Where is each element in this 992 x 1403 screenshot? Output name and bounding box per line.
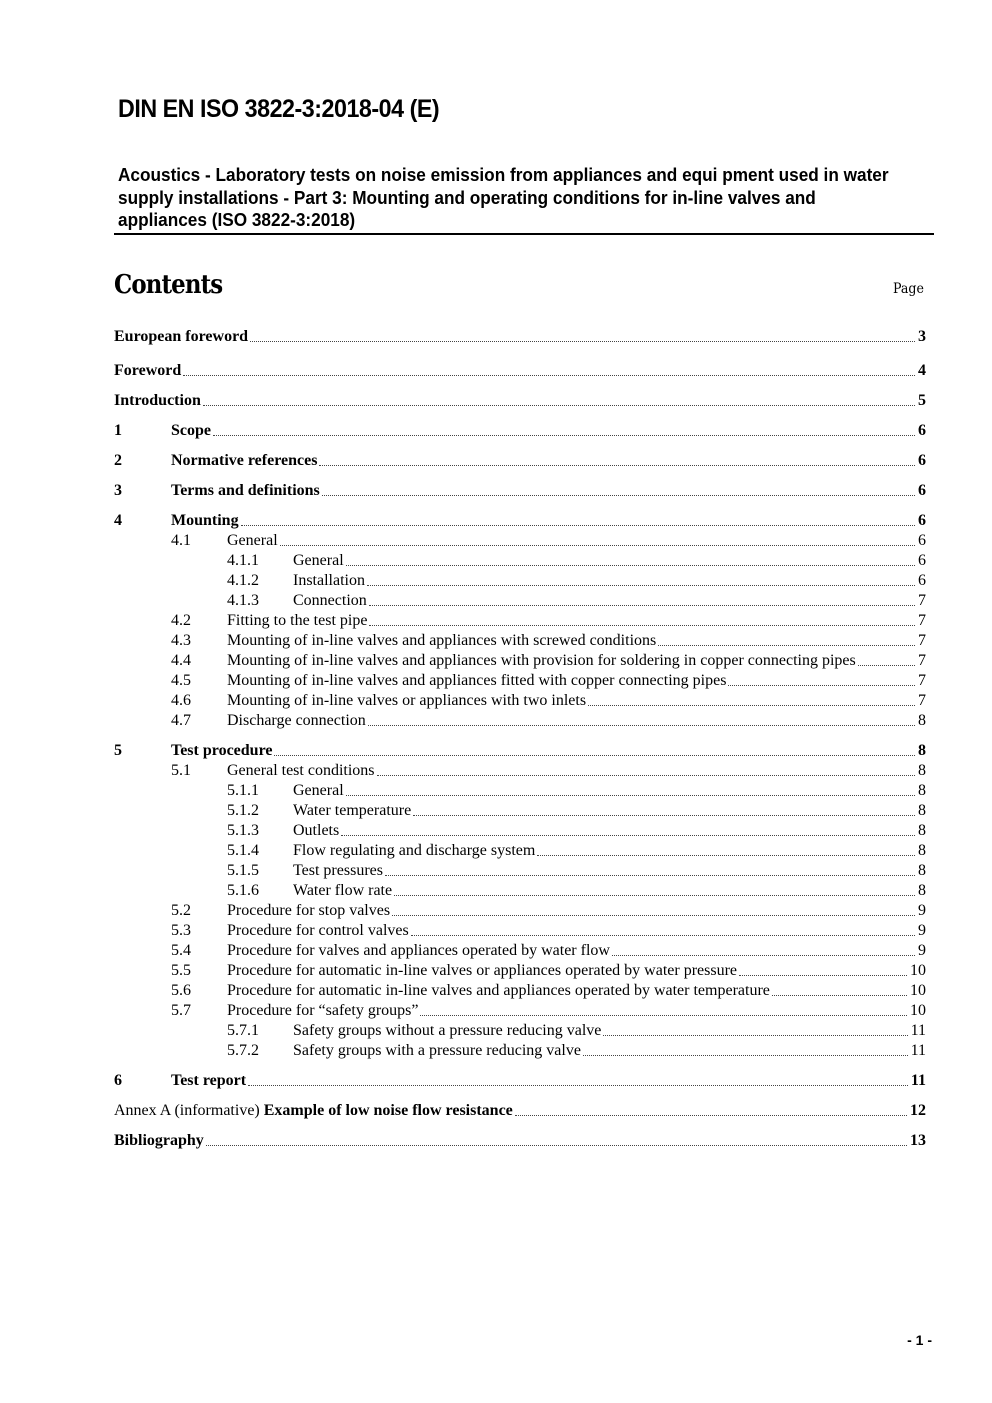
dot-leader [658, 645, 915, 646]
toc-entry-number: 5.3 [171, 922, 191, 939]
dot-leader [367, 585, 915, 586]
toc-entry-number: 5.4 [171, 942, 191, 959]
toc-entry[interactable] [114, 861, 926, 881]
toc-entry-page: 6 [918, 552, 926, 569]
toc-entry[interactable] [114, 1071, 926, 1091]
toc-entry-title [227, 611, 367, 631]
toc-entry[interactable] [114, 631, 926, 651]
toc-entry-number: 5.2 [171, 902, 191, 919]
toc-entry-page: 9 [918, 922, 926, 939]
toc-entry-number: 4.4 [171, 652, 191, 669]
toc-entry-number: 4.7 [171, 712, 191, 729]
toc-entry-title-text: General [227, 532, 278, 549]
toc-entry-title [171, 741, 272, 761]
dot-leader [612, 955, 915, 956]
toc-entry-title [227, 921, 409, 941]
toc-entry-title [227, 531, 278, 551]
toc-entry-page: 8 [918, 742, 926, 759]
toc-entry-title [227, 761, 375, 781]
toc-entry-page: 8 [918, 802, 926, 819]
dot-leader [346, 795, 915, 796]
toc-entry[interactable] [114, 741, 926, 761]
dot-leader [772, 995, 907, 996]
toc-entry-page: 6 [918, 512, 926, 529]
toc-entry[interactable] [114, 451, 926, 471]
toc-entry-number: 4.6 [171, 692, 191, 709]
toc-entry-title-text: Procedure for control valves [227, 922, 409, 939]
toc-entry[interactable] [114, 391, 926, 411]
toc-entry-page: 8 [918, 882, 926, 899]
toc-entry-title-text: Test procedure [171, 742, 273, 759]
toc-entry-title [227, 651, 856, 671]
toc-entry[interactable] [114, 781, 926, 801]
toc-entry-page: 7 [918, 632, 926, 649]
toc-entry-title [114, 391, 201, 411]
toc-entry-number: 5.1.3 [227, 822, 259, 839]
toc-entry[interactable] [114, 671, 926, 691]
dot-leader [206, 1145, 907, 1146]
toc-entry[interactable] [114, 921, 926, 941]
toc-entry-number: 5.5 [171, 962, 191, 979]
toc-entry-number: 5.7.1 [227, 1022, 259, 1039]
toc-entry-title [227, 961, 737, 981]
toc-entry-title [114, 327, 248, 347]
toc-entry-page: 9 [918, 902, 926, 919]
toc-entry-page: 8 [918, 782, 926, 799]
toc-entry-number: 5.7.2 [227, 1042, 259, 1059]
toc-entry[interactable] [114, 481, 926, 501]
toc-entry-title-text: Procedure for valves and appliances operated by water flow [227, 942, 610, 959]
toc-entry-number: 5.1.1 [227, 782, 259, 799]
toc-entry-title [171, 421, 211, 441]
toc-entry-number: 5.1.5 [227, 862, 259, 879]
toc-entry-page: 6 [918, 452, 926, 469]
toc-entry-title-text: Safety groups without a pressure reducing valve [293, 1022, 602, 1039]
toc-entry-page: 10 [910, 1002, 926, 1019]
toc-entry-page: 7 [918, 672, 926, 689]
toc-entry[interactable] [114, 591, 926, 611]
dot-leader [183, 375, 915, 376]
toc-entry-number: 2 [114, 452, 122, 469]
toc-entry[interactable] [114, 531, 926, 551]
toc-entry-title-text: Procedure for automatic in-line valves or appliances operated by water pressure [227, 962, 738, 979]
toc-entry[interactable] [114, 327, 926, 347]
toc-entry-number: 4.1.2 [227, 572, 259, 589]
toc-entry[interactable] [114, 981, 926, 1001]
toc-entry-title-text: Water flow rate [293, 882, 393, 899]
toc-entry-title [227, 671, 726, 691]
contents-heading: Contents [114, 270, 223, 300]
toc-entry-number: 3 [114, 482, 122, 499]
toc-entry-title [171, 1071, 246, 1091]
toc-entry-number: 5.1.4 [227, 842, 259, 859]
toc-entry-number: 5.1 [171, 762, 191, 779]
toc-entry-number: 5.7 [171, 1002, 191, 1019]
dot-leader [341, 835, 915, 836]
dot-leader [248, 1085, 908, 1086]
toc-entry-title-text: General [293, 552, 344, 569]
dot-leader [213, 435, 915, 436]
toc-entry[interactable] [114, 361, 926, 381]
toc-entry-title-text: Terms and definitions [171, 482, 320, 499]
toc-entry[interactable] [114, 571, 926, 591]
dot-leader [368, 725, 915, 726]
toc-entry-title-text: Safety groups with a pressure reducing valve [293, 1042, 581, 1059]
toc-entry[interactable] [114, 901, 926, 921]
toc-entry[interactable] [114, 711, 926, 731]
page-column-label: Page [893, 281, 924, 297]
toc-entry-page: 4 [918, 362, 926, 379]
toc-entry-title [293, 1041, 581, 1061]
toc-entry-title-text: Connection [293, 592, 367, 609]
toc-entry-page: 8 [918, 862, 926, 879]
toc-entry-title-text: Scope [171, 422, 211, 439]
toc-entry-title-text: Mounting of in-line valves and appliances with screwed conditions [227, 632, 657, 649]
toc-entry-title-text: Mounting of in-line valves and appliances fitted with copper connecting pipes [227, 672, 727, 689]
toc-entry[interactable] [114, 841, 926, 861]
toc-entry[interactable] [114, 551, 926, 571]
toc-entry-page: 7 [918, 592, 926, 609]
toc-entry-number: 4.1.3 [227, 592, 259, 609]
toc-entry-page: 3 [918, 328, 926, 345]
toc-entry[interactable] [114, 821, 926, 841]
toc-entry-title [227, 901, 390, 921]
toc-entry-number: 5.1.6 [227, 882, 259, 899]
toc-entry-title [171, 511, 239, 531]
toc-entry-number: 4.3 [171, 632, 191, 649]
toc-entry[interactable] [114, 611, 926, 631]
toc-entry-title-text: Example of low noise flow resistance [263, 1102, 513, 1119]
toc-entry[interactable] [114, 941, 926, 961]
toc-entry-number: 6 [114, 1072, 122, 1089]
toc-entry-title-text: Mounting [171, 512, 239, 529]
toc-entry-page: 6 [918, 482, 926, 499]
toc-entry-page: 8 [918, 842, 926, 859]
document-subtitle: Acoustics - Laboratory tests on noise emission from appliances and equi pment used in water supply installations - Part 3: Mounting and operating conditions for in-line valves and appliances (ISO 3822-3:2018) [118, 164, 889, 230]
dot-leader [319, 465, 915, 466]
dot-leader [280, 545, 915, 546]
toc-entry-number: 4.5 [171, 672, 191, 689]
toc-entry-page: 13 [910, 1132, 926, 1149]
toc-entry-title-text: Fitting to the test pipe [227, 612, 368, 629]
toc-entry-title [293, 881, 392, 901]
toc-entry-title-text: Procedure for “safety groups” [227, 1002, 419, 1019]
toc-entry[interactable] [114, 1021, 926, 1041]
toc-entry-title [293, 861, 383, 881]
toc-entry-title [227, 711, 366, 731]
toc-entry-title-text: Bibliography [114, 1132, 204, 1149]
toc-entry[interactable] [114, 801, 926, 821]
toc-entry[interactable] [114, 961, 926, 981]
toc-entry-title [293, 841, 535, 861]
dot-leader [394, 895, 915, 896]
toc-entry-page: 7 [918, 692, 926, 709]
toc-entry-page: 6 [918, 572, 926, 589]
toc-entry-title-text: Mounting of in-line valves and appliances with provision for soldering in copper connecting pipes [227, 652, 856, 669]
table-of-contents [114, 327, 926, 1151]
toc-entry-title [293, 781, 344, 801]
dot-leader [385, 875, 915, 876]
toc-entry-title-text: Test report [171, 1072, 247, 1089]
toc-entry-title-text: European foreword [114, 328, 249, 345]
toc-entry-title [293, 591, 367, 611]
dot-leader [250, 341, 915, 342]
toc-entry-title-text: Mounting of in-line valves or appliances with two inlets [227, 692, 587, 709]
toc-entry-title [114, 361, 181, 381]
dot-leader [392, 915, 915, 916]
dot-leader [413, 815, 915, 816]
toc-entry-number: 1 [114, 422, 122, 439]
dot-leader [588, 705, 915, 706]
toc-entry-title [171, 481, 320, 501]
toc-entry-title [293, 551, 344, 571]
toc-entry-page: 8 [918, 762, 926, 779]
dot-leader [537, 855, 915, 856]
toc-entry-page: 7 [918, 652, 926, 669]
dot-leader [858, 665, 915, 666]
dot-leader [203, 405, 915, 406]
document-id: DIN EN ISO 3822-3:2018-04 (E) [118, 95, 440, 123]
toc-entry-page: 10 [910, 962, 926, 979]
dot-leader [274, 755, 915, 756]
dot-leader [411, 935, 915, 936]
toc-entry-title [227, 631, 656, 651]
toc-entry-page: 11 [910, 1022, 926, 1039]
toc-entry-page: 10 [910, 982, 926, 999]
toc-entry-title-text: Normative references [171, 452, 318, 469]
toc-entry[interactable] [114, 651, 926, 671]
toc-entry-page: 8 [918, 712, 926, 729]
toc-entry-page: 8 [918, 822, 926, 839]
toc-entry-number: 5.1.2 [227, 802, 259, 819]
toc-entry-title [114, 1101, 513, 1121]
toc-entry-title-text: Test pressures [293, 862, 383, 879]
toc-entry-page: 6 [918, 422, 926, 439]
toc-entry-title [227, 1001, 418, 1021]
dot-leader [241, 525, 915, 526]
toc-entry-page: 12 [910, 1102, 926, 1119]
toc-entry-title-text: General test conditions [227, 762, 375, 779]
toc-entry-title-text: General [293, 782, 344, 799]
toc-entry-number: 4.2 [171, 612, 191, 629]
toc-entry-number: 4.1 [171, 532, 191, 549]
dot-leader [515, 1115, 907, 1116]
toc-entry[interactable] [114, 881, 926, 901]
toc-entry-title [293, 801, 411, 821]
toc-entry-title-text: Discharge connection [227, 712, 366, 729]
toc-entry-page: 7 [918, 612, 926, 629]
toc-entry-title [293, 1021, 601, 1041]
toc-entry[interactable] [114, 761, 926, 781]
toc-entry-page: 6 [918, 532, 926, 549]
toc-entry[interactable] [114, 691, 926, 711]
toc-entry[interactable] [114, 1131, 926, 1151]
dot-leader [739, 975, 907, 976]
toc-entry-number: 5.6 [171, 982, 191, 999]
toc-entry-title-text: Water temperature [293, 802, 412, 819]
toc-entry-title-text: Installation [293, 572, 365, 589]
toc-entry[interactable] [114, 511, 926, 531]
toc-entry[interactable] [114, 1101, 926, 1121]
dot-leader [369, 605, 915, 606]
dot-leader [420, 1015, 907, 1016]
toc-entry-title [293, 571, 365, 591]
toc-entry[interactable] [114, 421, 926, 441]
toc-entry-page: 11 [910, 1072, 926, 1089]
toc-entry-title-text: Foreword [114, 362, 182, 379]
toc-entry-title [227, 981, 770, 1001]
toc-entry-title-text: Outlets [293, 822, 340, 839]
toc-entry-prefix: Annex A (informative) [114, 1102, 264, 1119]
title-divider [114, 233, 934, 235]
dot-leader [346, 565, 915, 566]
toc-entry[interactable] [114, 1041, 926, 1061]
dot-leader [322, 495, 915, 496]
dot-leader [603, 1035, 907, 1036]
toc-entry-title [227, 691, 586, 711]
toc-entry-title [293, 821, 339, 841]
toc-entry-title [114, 1131, 204, 1151]
toc-entry-title [227, 941, 610, 961]
toc-entry-title-text: Introduction [114, 392, 201, 409]
dot-leader [583, 1055, 908, 1056]
dot-leader [369, 625, 915, 626]
toc-entry-number: 4 [114, 512, 122, 529]
toc-entry-page: 9 [918, 942, 926, 959]
toc-entry-title-text: Procedure for automatic in-line valves and appliances operated by water temperature [227, 982, 770, 999]
dot-leader [728, 685, 915, 686]
toc-entry-title [171, 451, 317, 471]
toc-entry-page: 5 [918, 392, 926, 409]
toc-entry-number: 5 [114, 742, 122, 759]
toc-entry[interactable] [114, 1001, 926, 1021]
toc-entry-number: 4.1.1 [227, 552, 259, 569]
dot-leader [377, 775, 915, 776]
toc-entry-title-text: Flow regulating and discharge system [293, 842, 536, 859]
toc-entry-page: 11 [910, 1042, 926, 1059]
toc-entry-title-text: Procedure for stop valves [227, 902, 391, 919]
page-number: - 1 - [907, 1332, 932, 1348]
